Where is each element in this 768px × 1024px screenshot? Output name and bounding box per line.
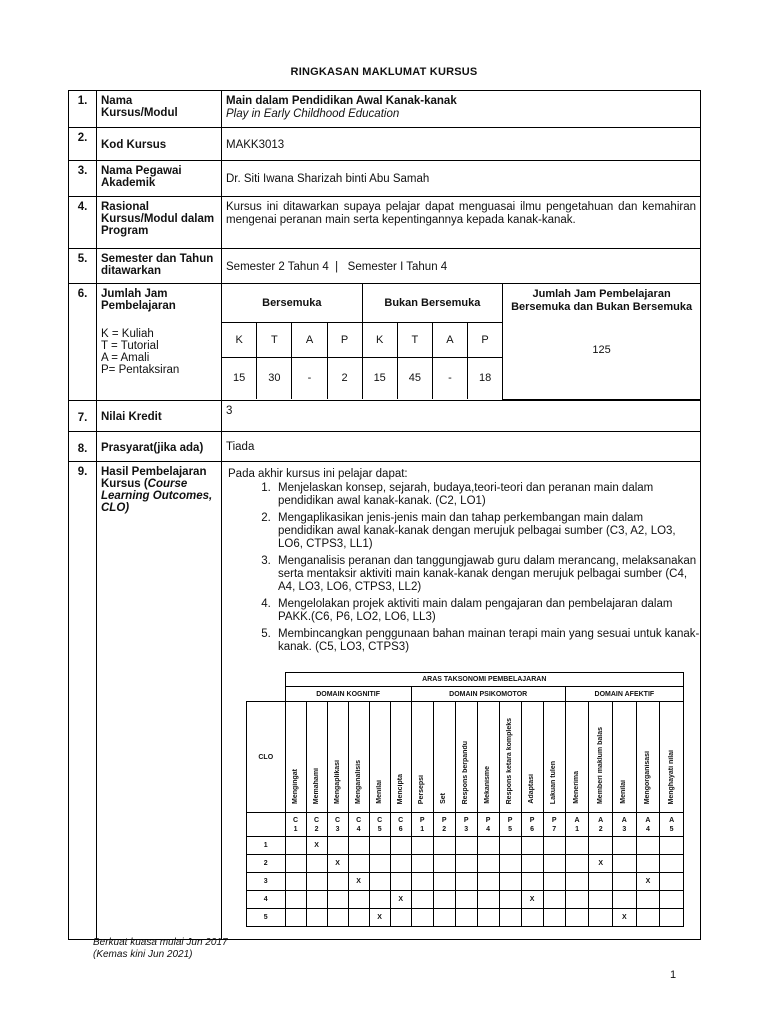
level-code (348, 813, 369, 837)
mark-cell (369, 873, 390, 891)
mark-cell (390, 855, 411, 873)
blank-cell (247, 813, 286, 837)
mark-cell (499, 873, 521, 891)
level-code (455, 813, 477, 837)
level-code (660, 813, 684, 837)
clo-header: CLO (247, 702, 286, 813)
mark-cell (612, 855, 636, 873)
mark-cell (589, 891, 613, 909)
mark-cell (433, 837, 455, 855)
course-name-malay: Main dalam Pendidikan Awal Kanak-kanak (226, 95, 457, 107)
legend-amali: A = Amali (101, 352, 150, 364)
clo-item: 3. Menganalisis peranan dan tanggungjawab guru dalam merancang, melaksanakan serta mentaksir aktiviti main kanak-kanak dengan merujuk pelbagai sumber (C4, A4, LO3, LO6, CTPS3, LL2) (274, 555, 700, 594)
code-cell: K (222, 322, 257, 357)
mark-cell (411, 873, 433, 891)
mark-cell (390, 873, 411, 891)
mark-cell (565, 873, 589, 891)
mark-cell (477, 837, 499, 855)
clo-item: 2. Mengaplikasikan jenis-jenis main dan tahap perkembangan main dalam pendidikan awal kanak-kanak dengan merujuk pelbagai sumber (C3, A2, LO3, LO6, CTPS3, LL1) (274, 512, 700, 551)
level-code-number: 1 (420, 825, 425, 833)
level-cell (589, 702, 613, 813)
mark-cell (660, 855, 684, 873)
taxonomy-row (247, 837, 684, 855)
mark-cell (348, 909, 369, 927)
row-number: 4. (69, 197, 97, 249)
level-code (543, 813, 565, 837)
mark-cell (636, 837, 660, 855)
level-code-number: 1 (575, 825, 579, 833)
mark-cell (348, 837, 369, 855)
hours-cell: 2 (327, 357, 362, 399)
clo-intro: Pada akhir kursus ini pelajar dapat: (228, 468, 408, 480)
mark-cell (411, 891, 433, 909)
mark-cell (636, 855, 660, 873)
mark-cell (636, 891, 660, 909)
mark-cell (348, 855, 369, 873)
level-cell (477, 702, 499, 813)
row-label: Prasyarat(jika ada) (97, 432, 222, 462)
row-label (97, 91, 222, 128)
level-label: Menilai (620, 780, 628, 804)
row-number: 5. (69, 249, 97, 284)
mark-cell (521, 873, 543, 891)
level-code-number: 2 (598, 825, 603, 833)
level-code-letter: P (441, 816, 447, 824)
level-label: Menganalisis (354, 760, 362, 804)
level-label: Memberi maklum balas (596, 726, 604, 804)
blank-cell (247, 687, 286, 702)
taxonomy-row (247, 909, 684, 927)
mark-cell (660, 873, 684, 891)
level-code (411, 813, 433, 837)
mark-cell (521, 909, 543, 927)
mark-cell (433, 909, 455, 927)
mark-cell (285, 909, 306, 927)
course-code: MAKK3013 (222, 128, 701, 161)
hours-cell: - (292, 357, 327, 399)
row-label (97, 284, 222, 401)
row-label: Rasional Kursus/Modul dalam Program (97, 197, 222, 249)
mark-cell (285, 837, 306, 855)
clo-item: 5. Membincangkan penggunaan bahan mainan terapi main yang sesuai untuk kanak-kanak. (C5, LO3, CTPS3) (274, 628, 700, 654)
level-label: Menilai (375, 780, 383, 804)
mark-cell (455, 873, 477, 891)
row-learning-hours (69, 284, 701, 401)
row-course-name (69, 91, 701, 128)
level-cell (455, 702, 477, 813)
course-info-table (68, 90, 701, 940)
mark-cell (565, 855, 589, 873)
mark-cell (565, 837, 589, 855)
level-label: Persepsi (418, 774, 426, 804)
mark-cell (589, 909, 613, 927)
row-number: 8. (69, 432, 97, 462)
level-code-letter: A (645, 816, 651, 824)
level-code-number: 3 (335, 825, 340, 833)
level-label: Menghayati nilai (667, 749, 675, 804)
mark-cell (369, 891, 390, 909)
bersemuka-header: Bersemuka (222, 284, 362, 322)
mark-cell (285, 855, 306, 873)
blank-cell (247, 673, 286, 687)
mark-cell (390, 909, 411, 927)
row-label: Nama Pegawai Akademik (97, 161, 222, 197)
level-code-letter: C (398, 816, 404, 824)
hours-cell: 30 (257, 357, 292, 399)
domain-cognitive: DOMAIN KOGNITIF (285, 687, 411, 702)
level-code (636, 813, 660, 837)
hours-cell: 15 (362, 357, 397, 399)
rationale-text: Kursus ini ditawarkan supaya pelajar dapat menguasai ilmu pengetahuan dan kemahiran mengenai peranan main serta kepentingannya kepada kanak-kanak. (222, 197, 701, 249)
footer-note (93, 937, 228, 961)
mark-cell (499, 891, 521, 909)
mark-cell: X (327, 855, 348, 873)
level-label: Set (440, 793, 448, 804)
mark-cell: X (589, 855, 613, 873)
level-code-number: 5 (669, 825, 674, 833)
level-label: Mengingat (291, 769, 299, 804)
mark-cell (348, 891, 369, 909)
clo-item: 1. Menjelaskan konsep, sejarah, budaya,teori-teori dan peranan main dalam pendidikan awal kanak-kanak. (C2, LO1) (274, 482, 700, 508)
mark-cell (455, 909, 477, 927)
mark-cell: X (636, 873, 660, 891)
level-cell (369, 702, 390, 813)
taxonomy-rows (247, 837, 684, 927)
level-code-letter: A (669, 816, 675, 824)
mark-cell (589, 873, 613, 891)
mark-cell: X (369, 909, 390, 927)
hours-cell: 15 (222, 357, 257, 399)
taxonomy-codes-row (247, 813, 684, 837)
mark-cell (390, 837, 411, 855)
mark-cell: X (390, 891, 411, 909)
level-cell (348, 702, 369, 813)
level-code-letter: P (463, 816, 469, 824)
revision-date: (Kemas kini Jun 2021) (93, 949, 193, 960)
mark-cell: X (306, 837, 327, 855)
clo-number: 1 (247, 837, 286, 855)
mark-cell (499, 909, 521, 927)
level-cell (433, 702, 455, 813)
mark-cell (455, 855, 477, 873)
clo-number: 3 (247, 873, 286, 891)
effective-date: Berkuat kuasa mulai Jun 2017 (93, 937, 228, 948)
taxonomy-title-row (247, 673, 684, 687)
level-code-letter: C (335, 816, 341, 824)
level-code-number: 5 (508, 825, 513, 833)
level-code-letter: P (507, 816, 513, 824)
mark-cell (565, 909, 589, 927)
mark-cell (521, 855, 543, 873)
row-rationale (69, 197, 701, 249)
level-label: Mengorganisasi (643, 750, 651, 804)
mark-cell: X (348, 873, 369, 891)
prerequisite-value: Tiada (222, 432, 701, 462)
mark-cell (543, 873, 565, 891)
mark-cell (306, 891, 327, 909)
taxonomy-row (247, 855, 684, 873)
level-code-letter: P (551, 816, 557, 824)
level-cell (327, 702, 348, 813)
level-code-number: 6 (398, 825, 403, 833)
level-code-number: 7 (552, 825, 557, 833)
total-header: Jumlah Jam Pembelajaran Bersemuka dan Bukan Bersemuka (511, 288, 693, 313)
row-learning-outcomes (69, 462, 701, 940)
level-code-number: 3 (464, 825, 469, 833)
legend-kuliah: K = Kuliah (101, 328, 154, 340)
mark-cell (306, 873, 327, 891)
mark-cell (369, 855, 390, 873)
total-header-cell (503, 284, 700, 399)
mark-cell (455, 891, 477, 909)
domain-psychomotor: DOMAIN PSIKOMOTOR (411, 687, 565, 702)
hours-cell: - (432, 357, 467, 399)
level-code-number: 1 (293, 825, 298, 833)
mark-cell (660, 891, 684, 909)
credit-value: 3 (222, 401, 701, 432)
row-label: Nilai Kredit (97, 401, 222, 432)
level-code-letter: A (621, 816, 627, 824)
hours-grid (222, 284, 700, 400)
level-code-number: 4 (486, 825, 491, 833)
level-label: Adaptasi (528, 774, 536, 804)
mark-cell (285, 891, 306, 909)
mark-cell (327, 873, 348, 891)
level-code-number: 5 (377, 825, 382, 833)
taxonomy-row (247, 891, 684, 909)
level-code-letter: P (529, 816, 535, 824)
level-cell (636, 702, 660, 813)
level-label: Menerima (573, 771, 581, 804)
row-label: Kod Kursus (97, 128, 222, 161)
level-code (499, 813, 521, 837)
level-cell (390, 702, 411, 813)
mark-cell (327, 909, 348, 927)
mark-cell (543, 909, 565, 927)
level-cell (306, 702, 327, 813)
level-label: Mencipta (396, 773, 404, 804)
mark-cell (327, 837, 348, 855)
level-code-number: 6 (530, 825, 535, 833)
clo-content (222, 462, 701, 940)
label-line: Nama (101, 95, 133, 107)
taxonomy-title: ARAS TAKSONOMI PEMBELAJARAN (285, 673, 684, 687)
domain-affective: DOMAIN AFEKTIF (565, 687, 683, 702)
mark-cell (411, 855, 433, 873)
mark-cell (411, 837, 433, 855)
document-title: RINGKASAN MAKLUMAT KURSUS (290, 66, 478, 78)
level-label: Memahami (312, 767, 320, 804)
legend-pentaksiran: P= Pentaksiran (101, 364, 180, 376)
level-code-letter: A (574, 816, 580, 824)
level-cell (660, 702, 684, 813)
row-value (222, 91, 701, 128)
mark-cell (612, 837, 636, 855)
code-cell: K (362, 322, 397, 357)
row-number: 2. (69, 128, 97, 161)
clo-number: 5 (247, 909, 286, 927)
hours-grid-cell (222, 284, 701, 401)
level-code (369, 813, 390, 837)
total-hours: 125 (592, 344, 611, 356)
clo-label-english: Course Learning Outcomes, CLO) (101, 478, 213, 514)
level-code-letter: C (356, 816, 362, 824)
row-number: 1. (69, 91, 97, 128)
level-code (565, 813, 589, 837)
mark-cell (589, 837, 613, 855)
row-label: Semester dan Tahun ditawarkan (97, 249, 222, 284)
mark-cell (565, 891, 589, 909)
mark-cell (543, 891, 565, 909)
semester-value: Semester 2 Tahun 4 | Semester I Tahun 4 (222, 249, 701, 284)
row-academic-staff (69, 161, 701, 197)
level-code (306, 813, 327, 837)
level-code (589, 813, 613, 837)
bukan-bersemuka-header: Bukan Bersemuka (362, 284, 503, 322)
level-cell (565, 702, 589, 813)
mark-cell (433, 891, 455, 909)
level-code-number: 4 (645, 825, 650, 833)
mark-cell (543, 837, 565, 855)
hours-cell: 45 (397, 357, 432, 399)
mark-cell (612, 891, 636, 909)
mark-cell (477, 891, 499, 909)
level-code-letter: C (377, 816, 383, 824)
level-code-letter: P (485, 816, 491, 824)
code-cell: P (327, 322, 362, 357)
taxonomy-domain-row (247, 687, 684, 702)
mark-cell (306, 855, 327, 873)
page-number: 1 (670, 969, 677, 981)
level-code-number: 2 (314, 825, 319, 833)
mark-cell (306, 909, 327, 927)
code-cell: A (432, 322, 467, 357)
mark-cell (499, 837, 521, 855)
mark-cell (477, 873, 499, 891)
mark-cell (411, 909, 433, 927)
hours-cell: 18 (467, 357, 502, 399)
level-code-letter: C (292, 816, 299, 824)
taxonomy-levels-row (247, 702, 684, 813)
mark-cell (636, 909, 660, 927)
level-cell (612, 702, 636, 813)
academic-staff-name: Dr. Siti Iwana Sharizah binti Abu Samah (222, 161, 701, 197)
row-semester (69, 249, 701, 284)
mark-cell (612, 873, 636, 891)
level-code (285, 813, 306, 837)
level-code-letter: C (314, 816, 320, 824)
learning-hours-label: Jumlah Jam Pembelajaran (101, 288, 176, 312)
mark-cell (327, 891, 348, 909)
row-prerequisite (69, 432, 701, 462)
row-course-code (69, 128, 701, 161)
mark-cell (660, 909, 684, 927)
level-code-letter: P (419, 816, 425, 824)
level-code (390, 813, 411, 837)
level-cell (543, 702, 565, 813)
code-cell: P (467, 322, 502, 357)
level-code-letter: A (598, 816, 604, 824)
row-label (97, 462, 222, 940)
level-code-number: 4 (356, 825, 361, 833)
clo-number: 2 (247, 855, 286, 873)
hours-legend (97, 322, 221, 376)
mark-cell: X (521, 891, 543, 909)
level-code (612, 813, 636, 837)
code-cell: T (257, 322, 292, 357)
mark-cell (455, 837, 477, 855)
level-code (521, 813, 543, 837)
mark-cell (285, 873, 306, 891)
level-cell (411, 702, 433, 813)
row-credit (69, 401, 701, 432)
level-code (327, 813, 348, 837)
mark-cell (499, 855, 521, 873)
mark-cell: X (612, 909, 636, 927)
row-number: 9. (69, 462, 97, 940)
level-code-number: 3 (622, 825, 627, 833)
level-cell (499, 702, 521, 813)
level-code-number: 2 (442, 825, 447, 833)
row-number: 3. (69, 161, 97, 197)
mark-cell (477, 855, 499, 873)
clo-item: 4. Mengelolakan projek aktiviti main dalam pengajaran dan pembelajaran dalam PAKK.(C6, P6, LO2, LO6, LL3) (274, 598, 700, 624)
level-label: Respons ketara kompleks (506, 717, 514, 804)
code-cell: T (397, 322, 432, 357)
level-code (477, 813, 499, 837)
mark-cell (433, 873, 455, 891)
clo-list (222, 482, 700, 654)
row-number: 7. (69, 401, 97, 432)
level-label: Respons berpandu (462, 740, 470, 804)
clo-label-main: Hasil Pembelajaran Kursus ( (101, 466, 207, 490)
mark-cell (660, 837, 684, 855)
taxonomy-table (246, 672, 684, 927)
level-label: Lakuan tulen (550, 760, 558, 804)
legend-tutorial: T = Tutorial (101, 340, 159, 352)
mark-cell (369, 837, 390, 855)
taxonomy-row (247, 873, 684, 891)
course-name-english: Play in Early Childhood Education (226, 108, 400, 120)
row-number: 6. (69, 284, 97, 401)
code-cell: A (292, 322, 327, 357)
clo-number: 4 (247, 891, 286, 909)
level-code (433, 813, 455, 837)
level-cell (521, 702, 543, 813)
level-label: Mekanisme (484, 766, 492, 804)
mark-cell (521, 837, 543, 855)
level-label: Mengaplikasi (333, 760, 341, 804)
label-line: Kursus/Modul (101, 107, 178, 119)
mark-cell (477, 909, 499, 927)
mark-cell (543, 855, 565, 873)
mark-cell (433, 855, 455, 873)
level-cell (285, 702, 306, 813)
